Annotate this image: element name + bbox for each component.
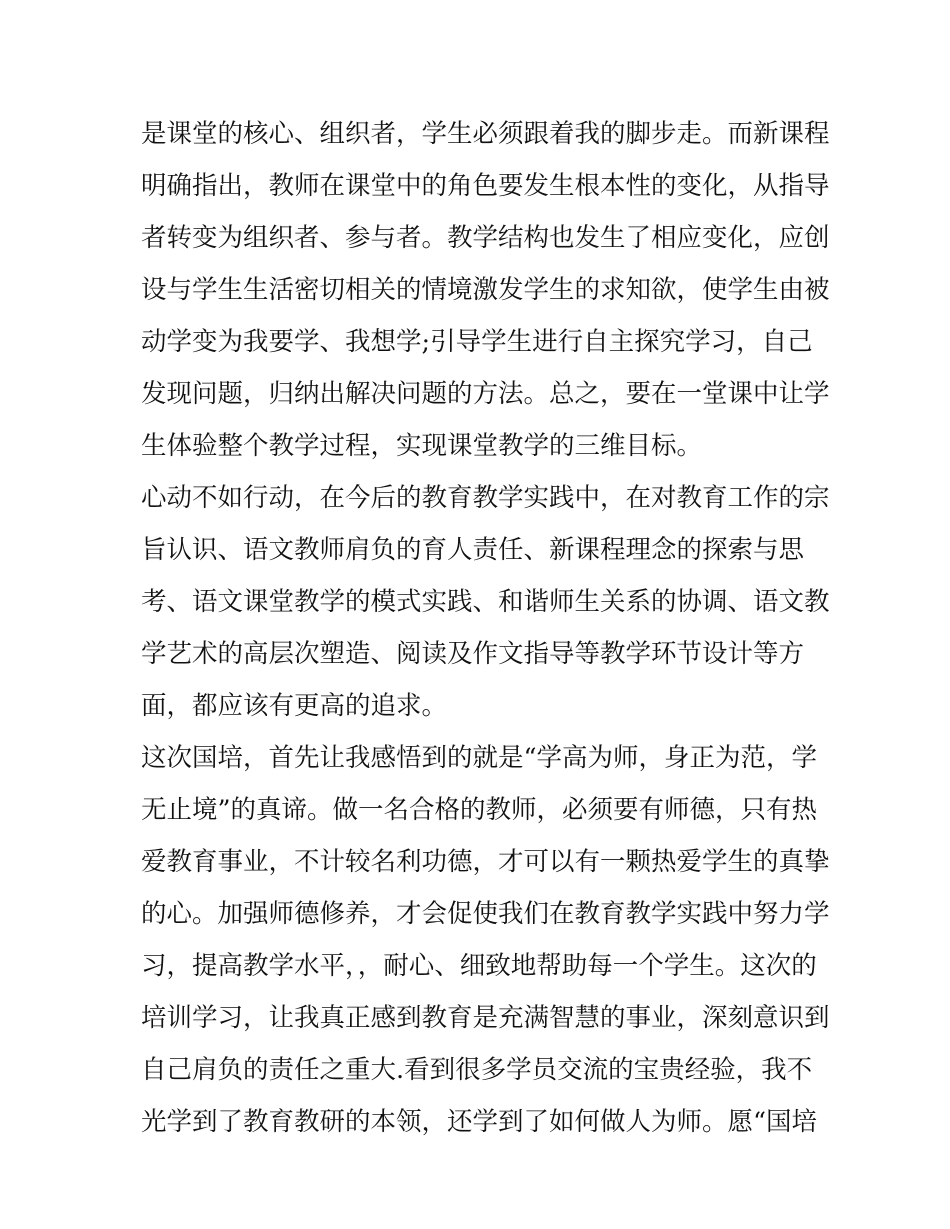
text-line: 这次国培，首先让我感悟到的就是“学高为师，身正为范，学: [141, 743, 818, 773]
text-line: 心动不如行动，在今后的教育教学实践中，在对教育工作的宗: [141, 483, 830, 513]
text-line: 者转变为组织者、参与者。教学结构也发生了相应变化，应创: [141, 223, 830, 253]
text-line: 光学到了教育教研的本领，还学到了如何做人为师。愿“国培: [141, 1107, 818, 1137]
text-line: 爱教育事业，不计较名利功德，才可以有一颗热爱学生的真挚: [141, 847, 830, 877]
body-text: [141, 108, 830, 1148]
text-line: 生体验整个教学过程，实现课堂教学的三维目标。: [141, 431, 703, 461]
text-line: 明确指出，教师在课堂中的角色要发生根本性的变化，从指导: [141, 171, 830, 201]
text-line: 是课堂的核心、组织者，学生必须跟着我的脚步走。而新课程: [141, 119, 830, 149]
text-line: 设与学生生活密切相关的情境激发学生的求知欲，使学生由被: [141, 275, 830, 305]
text-line: 动学变为我要学、我想学;引导学生进行自主探究学习，自己: [141, 327, 813, 357]
text-line: 旨认识、语文教师肩负的育人责任、新课程理念的探索与思: [141, 535, 805, 565]
text-line: 面，都应该有更高的追求。: [141, 691, 448, 721]
text-line: 无止境”的真谛。做一名合格的教师，必须要有师德，只有热: [141, 795, 818, 825]
text-line: 学艺术的高层次塑造、阅读及作文指导等教学环节设计等方: [141, 639, 805, 669]
text-line: 习，提高教学水平，，耐心、细致地帮助每一个学生。这次的: [141, 951, 817, 981]
text-line: 的心。加强师德修养，才会促使我们在教育教学实践中努力学: [141, 899, 830, 929]
text-line: 发现问题，归纳出解决问题的方法。总之，要在一堂课中让学: [141, 379, 830, 409]
text-line: 考、语文课堂教学的模式实践、和谐师生关系的协调、语文教: [141, 587, 830, 617]
text-line: 自己肩负的责任之重大.看到很多学员交流的宝贵经验，我不: [141, 1055, 813, 1085]
text-line: 培训学习，让我真正感到教育是充满智慧的事业，深刻意识到: [141, 1003, 830, 1033]
